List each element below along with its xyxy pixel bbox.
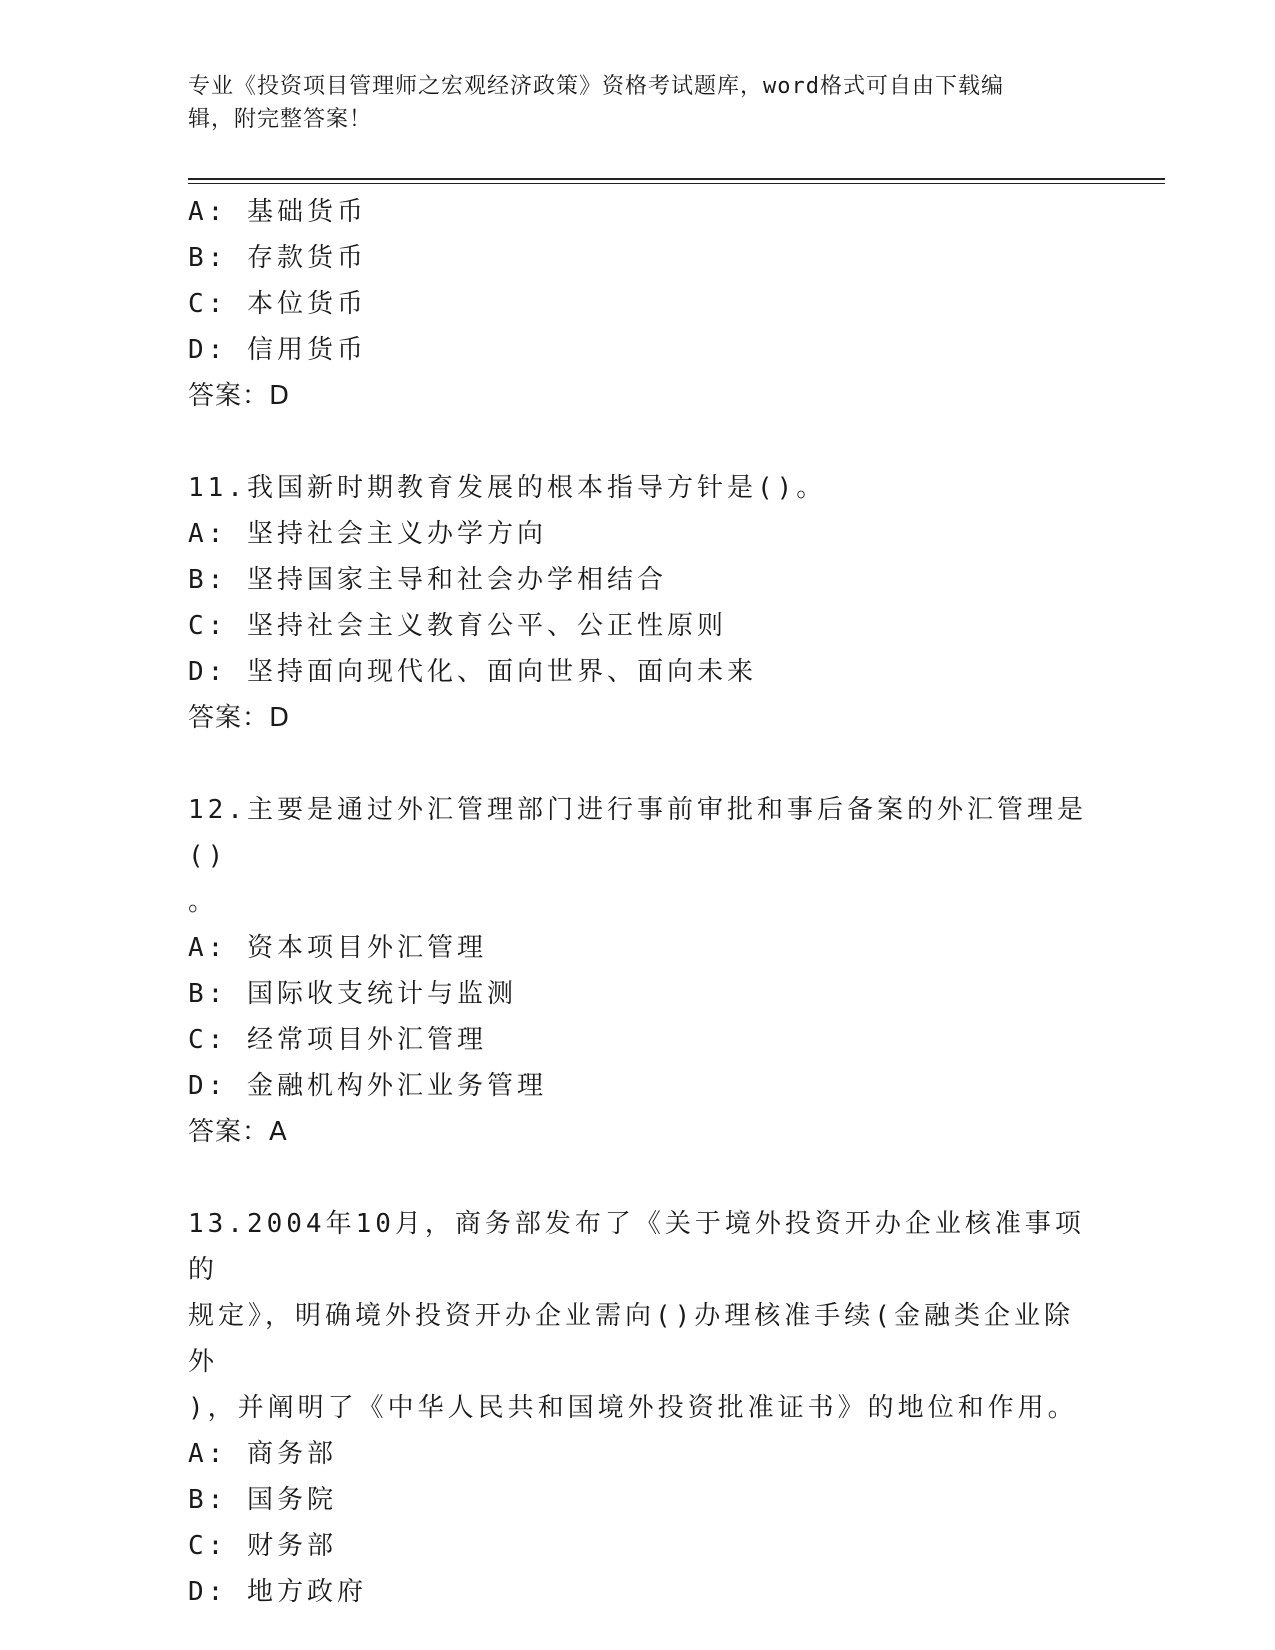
option-b: B: 国际收支统计与监测 [188, 979, 517, 1009]
answer-line: 答案：D [188, 703, 291, 733]
option-a: A: 资本项目外汇管理 [188, 933, 487, 963]
option-d: D: 坚持面向现代化、面向世界、面向未来 [188, 657, 757, 687]
option-c: C: 坚持社会主义教育公平、公正性原则 [188, 611, 727, 641]
option-b: B: 坚持国家主导和社会办学相结合 [188, 565, 667, 595]
question-partial [188, 189, 1088, 419]
question-13 [188, 1201, 1088, 1615]
option-d: D: 地方政府 [188, 1577, 367, 1607]
question-text: 12.主要是通过外汇管理部门进行事前审批和事后备案的外汇管理是() [188, 795, 1087, 871]
option-d: D: 信用货币 [188, 335, 367, 365]
option-c: C: 本位货币 [188, 289, 367, 319]
option-a: A: 坚持社会主义办学方向 [188, 519, 547, 549]
answer-line: 答案：A [188, 1117, 288, 1147]
question-11 [188, 465, 1088, 741]
option-c: C: 经常项目外汇管理 [188, 1025, 487, 1055]
answer-line: 答案：D [188, 381, 291, 411]
option-a: A: 基础货币 [188, 197, 367, 227]
header-line-1: 专业《投资项目管理师之宏观经济政策》资格考试题库，word格式可自由下载编 [188, 74, 1004, 99]
option-c: C: 财务部 [188, 1531, 337, 1561]
header-line-2: 辑，附完整答案！ [188, 107, 373, 132]
question-text-continued: )，并阐明了《中华人民共和国境外投资批准证书》的地位和作用。 [188, 1393, 1078, 1423]
question-text-continued: 。 [188, 887, 219, 917]
option-d: D: 金融机构外汇业务管理 [188, 1071, 547, 1101]
document-header [188, 70, 1088, 136]
question-text-continued: 规定》，明确境外投资开办企业需向()办理核准手续(金融类企业除外 [188, 1301, 1074, 1377]
header-divider [188, 178, 1165, 184]
question-text: 11.我国新时期教育发展的根本指导方针是()。 [188, 473, 827, 503]
option-b: B: 存款货币 [188, 243, 367, 273]
question-12 [188, 787, 1088, 1155]
option-a: A: 商务部 [188, 1439, 337, 1469]
question-text: 13.2004年10月，商务部发布了《关于境外投资开办企业核准事项的 [188, 1209, 1085, 1285]
question-list [188, 189, 1088, 1615]
option-b: B: 国务院 [188, 1485, 337, 1515]
